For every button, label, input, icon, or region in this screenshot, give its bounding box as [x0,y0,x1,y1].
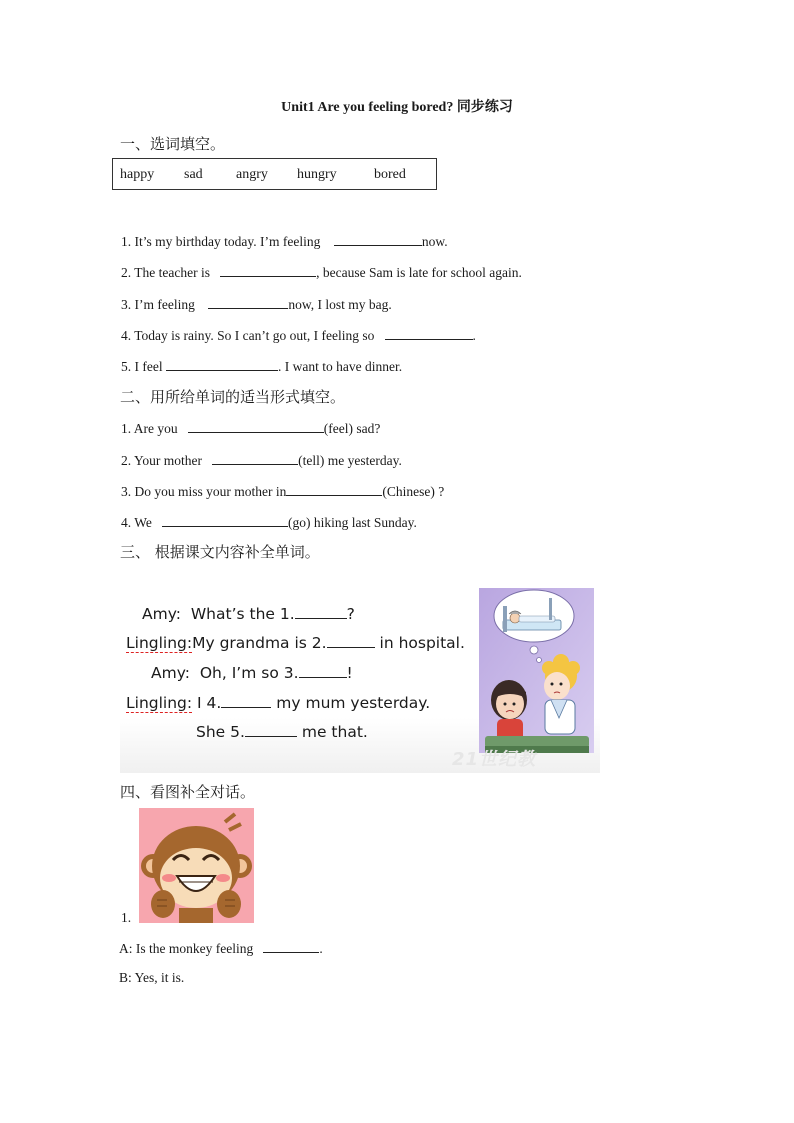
page-title: Unit1 Are you feeling bored? 同步练习 [281,100,513,115]
word-bank-item: sad [184,167,203,182]
answer-blank[interactable] [385,325,473,340]
s1-question-3: 3. I’m feeling now, I lost my bag. [121,294,392,313]
s2-question-3: 3. Do you miss your mother in (Chinese) ? [121,481,444,500]
word-bank [112,158,437,190]
happy-monkey-illustration [139,808,254,923]
answer-blank[interactable] [162,512,288,527]
s2-question-2: 2. Your mother (tell) me yesterday. [121,450,402,469]
answer-blank[interactable] [263,938,319,953]
dialogue-line-1: Amy: What’s the 1. ? [142,605,355,623]
s2-question-4: 4. We (go) hiking last Sunday. [121,512,417,531]
answer-blank[interactable] [220,262,316,277]
s1-question-1: 1. It’s my birthday today. I’m feeling now. [121,231,448,250]
answer-blank[interactable] [188,418,324,433]
dialogue-line-2: Lingling:My grandma is 2. in hospital. [126,634,465,652]
s4-number: 1. [121,910,132,925]
speaker-name: Amy: [151,664,190,682]
answer-blank[interactable] [166,356,278,371]
word-bank-item: happy [120,167,155,182]
s1-question-2: 2. The teacher is , because Sam is late for school again. [121,262,522,281]
word-bank-item: angry [236,167,268,182]
s1-question-4: 4. Today is rainy. So I can’t go out, I feeling so . [121,325,476,344]
answer-blank[interactable] [299,663,347,678]
section2-heading: 二、用所给单词的适当形式填空。 [120,388,346,406]
section3-heading: 三、 根据课文内容补全单词。 [120,543,320,561]
speaker-name: Lingling: [126,634,193,652]
hospital-cartoon-illustration [479,588,594,753]
answer-blank[interactable] [212,450,298,465]
speaker-name: Lingling: [126,694,193,712]
dialogue-line-4: Lingling: I 4. my mum yesterday. [126,694,431,712]
answer-blank[interactable] [334,231,422,246]
s2-question-1: 1. Are you (feel) sad? [121,418,380,437]
answer-blank[interactable] [327,633,375,648]
answer-blank[interactable] [286,481,382,496]
answer-blank[interactable] [295,604,347,619]
section4-heading: 四、看图补全对话。 [120,783,256,801]
word-bank-item: hungry [297,167,337,182]
dialogue-line-5: She 5. me that. [196,723,368,741]
speaker-name: Amy: [142,605,181,623]
section1-heading: 一、选词填空。 [120,135,226,153]
s4-line-b: B: Yes, it is. [119,970,185,985]
s4-line-a: A: Is the monkey feeling . [119,938,323,957]
answer-blank[interactable] [208,294,288,309]
answer-blank[interactable] [221,693,271,708]
answer-blank[interactable] [245,722,297,737]
s1-question-5: 5. I feel . I want to have dinner. [121,356,402,375]
dialogue-line-3: Amy: Oh, I’m so 3. ! [151,664,353,682]
word-bank-item: bored [374,167,406,182]
watermark-text: 21世纪教 [452,749,537,770]
